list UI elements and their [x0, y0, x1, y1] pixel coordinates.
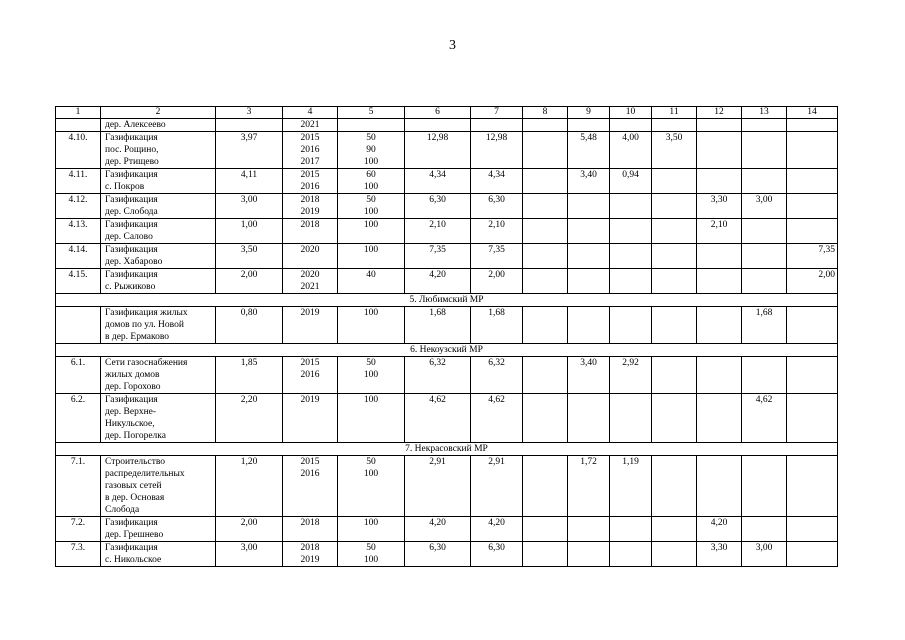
value-cell [697, 456, 742, 517]
table-row [56, 132, 838, 169]
value-cell: 4,34 [405, 169, 471, 194]
value-cell: 6,30 [471, 194, 523, 219]
value-cell: 6,30 [471, 542, 523, 567]
value-cell: 1,19 [610, 456, 652, 517]
column-header: 6 [405, 107, 471, 119]
object-name-cell: Газификация жилых домов по ул. Новой в дер. Ермаково [101, 307, 216, 344]
value-cell: 4,00 [610, 132, 652, 169]
value-cell [787, 119, 838, 132]
value-cell [787, 456, 838, 517]
value-cell [742, 119, 787, 132]
value-cell: 100 [338, 307, 405, 344]
value-cell [523, 542, 568, 567]
column-header: 2 [101, 107, 216, 119]
value-cell: 2018 2019 [283, 194, 338, 219]
value-cell: 100 [338, 219, 405, 244]
column-header: 9 [568, 107, 610, 119]
value-cell [610, 307, 652, 344]
table-body [56, 107, 838, 567]
value-cell [652, 357, 697, 394]
value-cell: 100 [338, 244, 405, 269]
object-name-cell: Газификация дер. Хабарово [101, 244, 216, 269]
value-cell [787, 132, 838, 169]
value-cell: 2021 [283, 119, 338, 132]
value-cell: 2018 [283, 219, 338, 244]
value-cell [568, 194, 610, 219]
value-cell [523, 456, 568, 517]
value-cell: 6,32 [405, 357, 471, 394]
value-cell: 3,50 [652, 132, 697, 169]
value-cell [610, 517, 652, 542]
table-row [56, 169, 838, 194]
object-name-cell: Газификация дер. Грешнево [101, 517, 216, 542]
object-name-cell: дер. Алексеево [101, 119, 216, 132]
table-row [56, 269, 838, 294]
value-cell: 12,98 [471, 132, 523, 169]
value-cell [652, 244, 697, 269]
section-title: 5. Любимский МР [56, 294, 838, 307]
value-cell [742, 517, 787, 542]
value-cell [568, 119, 610, 132]
value-cell: 2,20 [216, 394, 283, 443]
value-cell [216, 119, 283, 132]
table-row [56, 219, 838, 244]
value-cell: 2,00 [216, 517, 283, 542]
row-number-cell: 4.13. [56, 219, 101, 244]
value-cell: 50 100 [338, 542, 405, 567]
value-cell: 4,20 [697, 517, 742, 542]
value-cell [787, 517, 838, 542]
object-name-cell: Строительство распределительных газовых сетей в дер. Основая Слобода [101, 456, 216, 517]
value-cell [652, 517, 697, 542]
row-number-cell [56, 119, 101, 132]
value-cell: 3,50 [216, 244, 283, 269]
value-cell: 7,35 [471, 244, 523, 269]
value-cell: 5,48 [568, 132, 610, 169]
value-cell: 1,68 [405, 307, 471, 344]
section-title: 6. Некоузский МР [56, 344, 838, 357]
value-cell: 1,68 [742, 307, 787, 344]
value-cell [338, 119, 405, 132]
value-cell: 4,20 [405, 269, 471, 294]
value-cell: 2015 2016 [283, 357, 338, 394]
value-cell [652, 119, 697, 132]
table-header-row [56, 107, 838, 119]
row-number-cell: 4.11. [56, 169, 101, 194]
gasification-table [55, 106, 838, 567]
value-cell: 1,68 [471, 307, 523, 344]
value-cell [697, 394, 742, 443]
table-row [56, 517, 838, 542]
row-number-cell: 7.3. [56, 542, 101, 567]
value-cell: 50 90 100 [338, 132, 405, 169]
value-cell: 4,11 [216, 169, 283, 194]
value-cell: 50 100 [338, 357, 405, 394]
row-number-cell: 4.14. [56, 244, 101, 269]
section-row [56, 443, 838, 456]
value-cell: 2015 2016 [283, 169, 338, 194]
row-number-cell: 6.2. [56, 394, 101, 443]
value-cell: 2,00 [216, 269, 283, 294]
column-header: 10 [610, 107, 652, 119]
value-cell [697, 269, 742, 294]
value-cell [787, 219, 838, 244]
row-number-cell: 6.1. [56, 357, 101, 394]
row-number-cell: 7.2. [56, 517, 101, 542]
object-name-cell: Газификация дер. Салово [101, 219, 216, 244]
value-cell: 2020 2021 [283, 269, 338, 294]
object-name-cell: Сети газоснабжения жилых домов дер. Горохово [101, 357, 216, 394]
value-cell [742, 219, 787, 244]
object-name-cell: Газификация с. Покров [101, 169, 216, 194]
value-cell [471, 119, 523, 132]
value-cell: 6,30 [405, 542, 471, 567]
row-number-cell: 4.12. [56, 194, 101, 219]
value-cell: 4,20 [471, 517, 523, 542]
value-cell [610, 119, 652, 132]
value-cell [652, 456, 697, 517]
value-cell [568, 517, 610, 542]
column-header: 11 [652, 107, 697, 119]
value-cell [742, 269, 787, 294]
column-header: 5 [338, 107, 405, 119]
value-cell [610, 269, 652, 294]
row-number-cell: 7.1. [56, 456, 101, 517]
value-cell [610, 394, 652, 443]
value-cell [568, 542, 610, 567]
object-name-cell: Газификация с. Рыжиково [101, 269, 216, 294]
value-cell [697, 357, 742, 394]
value-cell: 1,85 [216, 357, 283, 394]
value-cell [787, 394, 838, 443]
value-cell [697, 169, 742, 194]
value-cell: 2020 [283, 244, 338, 269]
value-cell: 12,98 [405, 132, 471, 169]
value-cell [697, 119, 742, 132]
value-cell: 4,62 [471, 394, 523, 443]
value-cell: 2,00 [471, 269, 523, 294]
value-cell [697, 132, 742, 169]
value-cell: 2015 2016 [283, 456, 338, 517]
value-cell: 7,35 [405, 244, 471, 269]
value-cell: 100 [338, 394, 405, 443]
value-cell [523, 269, 568, 294]
value-cell [523, 394, 568, 443]
value-cell: 7,35 [787, 244, 838, 269]
column-header: 3 [216, 107, 283, 119]
value-cell [568, 269, 610, 294]
section-title: 7. Некрасовский МР [56, 443, 838, 456]
value-cell [568, 244, 610, 269]
object-name-cell: Газификация дер. Слобода [101, 194, 216, 219]
column-header: 8 [523, 107, 568, 119]
value-cell: 1,72 [568, 456, 610, 517]
value-cell [610, 244, 652, 269]
section-row [56, 344, 838, 357]
value-cell: 50 100 [338, 194, 405, 219]
value-cell [523, 169, 568, 194]
value-cell: 1,20 [216, 456, 283, 517]
value-cell: 2018 2019 [283, 542, 338, 567]
value-cell: 2015 2016 2017 [283, 132, 338, 169]
value-cell [568, 219, 610, 244]
value-cell [523, 517, 568, 542]
row-number-cell: 4.15. [56, 269, 101, 294]
row-number-cell: 4.10. [56, 132, 101, 169]
value-cell: 60 100 [338, 169, 405, 194]
value-cell [742, 132, 787, 169]
value-cell: 4,62 [742, 394, 787, 443]
value-cell: 4,34 [471, 169, 523, 194]
value-cell [742, 456, 787, 517]
column-header: 4 [283, 107, 338, 119]
value-cell: 100 [338, 517, 405, 542]
value-cell: 3,00 [216, 542, 283, 567]
value-cell [652, 394, 697, 443]
object-name-cell: Газификация пос. Рощино, дер. Ртищево [101, 132, 216, 169]
value-cell: 2,92 [610, 357, 652, 394]
table-row [56, 394, 838, 443]
value-cell [652, 307, 697, 344]
value-cell: 1,00 [216, 219, 283, 244]
value-cell [610, 219, 652, 244]
value-cell: 2,10 [471, 219, 523, 244]
column-header: 7 [471, 107, 523, 119]
column-header: 13 [742, 107, 787, 119]
table-row [56, 244, 838, 269]
value-cell: 2,91 [471, 456, 523, 517]
value-cell [787, 194, 838, 219]
row-number-cell [56, 307, 101, 344]
value-cell [652, 219, 697, 244]
column-header: 12 [697, 107, 742, 119]
value-cell [742, 244, 787, 269]
value-cell: 0,80 [216, 307, 283, 344]
table-row [56, 119, 838, 132]
value-cell [610, 542, 652, 567]
value-cell: 2019 [283, 307, 338, 344]
value-cell [523, 194, 568, 219]
value-cell [652, 269, 697, 294]
value-cell [523, 357, 568, 394]
column-header: 1 [56, 107, 101, 119]
section-row [56, 294, 838, 307]
value-cell: 3,40 [568, 357, 610, 394]
value-cell [652, 169, 697, 194]
value-cell: 2,91 [405, 456, 471, 517]
value-cell: 4,20 [405, 517, 471, 542]
value-cell [697, 307, 742, 344]
value-cell [787, 357, 838, 394]
object-name-cell: Газификация с. Никольское [101, 542, 216, 567]
value-cell: 4,62 [405, 394, 471, 443]
value-cell [787, 542, 838, 567]
value-cell [787, 169, 838, 194]
value-cell [742, 357, 787, 394]
value-cell [405, 119, 471, 132]
value-cell: 6,30 [405, 194, 471, 219]
table-row [56, 194, 838, 219]
table-row [56, 307, 838, 344]
value-cell [742, 169, 787, 194]
value-cell [652, 194, 697, 219]
value-cell [523, 244, 568, 269]
value-cell: 3,97 [216, 132, 283, 169]
value-cell: 2,10 [697, 219, 742, 244]
value-cell [697, 244, 742, 269]
value-cell: 50 100 [338, 456, 405, 517]
page-number: 3 [449, 38, 456, 53]
value-cell [568, 307, 610, 344]
value-cell: 3,00 [216, 194, 283, 219]
value-cell: 3,00 [742, 542, 787, 567]
value-cell: 3,30 [697, 542, 742, 567]
table-row [56, 542, 838, 567]
value-cell [523, 132, 568, 169]
value-cell [523, 307, 568, 344]
value-cell: 3,40 [568, 169, 610, 194]
value-cell [652, 542, 697, 567]
value-cell: 2,00 [787, 269, 838, 294]
value-cell: 2019 [283, 394, 338, 443]
value-cell: 2,10 [405, 219, 471, 244]
value-cell: 40 [338, 269, 405, 294]
value-cell: 3,00 [742, 194, 787, 219]
value-cell: 0,94 [610, 169, 652, 194]
value-cell [610, 194, 652, 219]
value-cell: 2018 [283, 517, 338, 542]
value-cell: 3,30 [697, 194, 742, 219]
value-cell: 6,32 [471, 357, 523, 394]
value-cell [523, 119, 568, 132]
table-row [56, 456, 838, 517]
value-cell [523, 219, 568, 244]
table-row [56, 357, 838, 394]
value-cell [787, 307, 838, 344]
value-cell [568, 394, 610, 443]
column-header: 14 [787, 107, 838, 119]
object-name-cell: Газификация дер. Верхне- Никульское, дер. Погорелка [101, 394, 216, 443]
